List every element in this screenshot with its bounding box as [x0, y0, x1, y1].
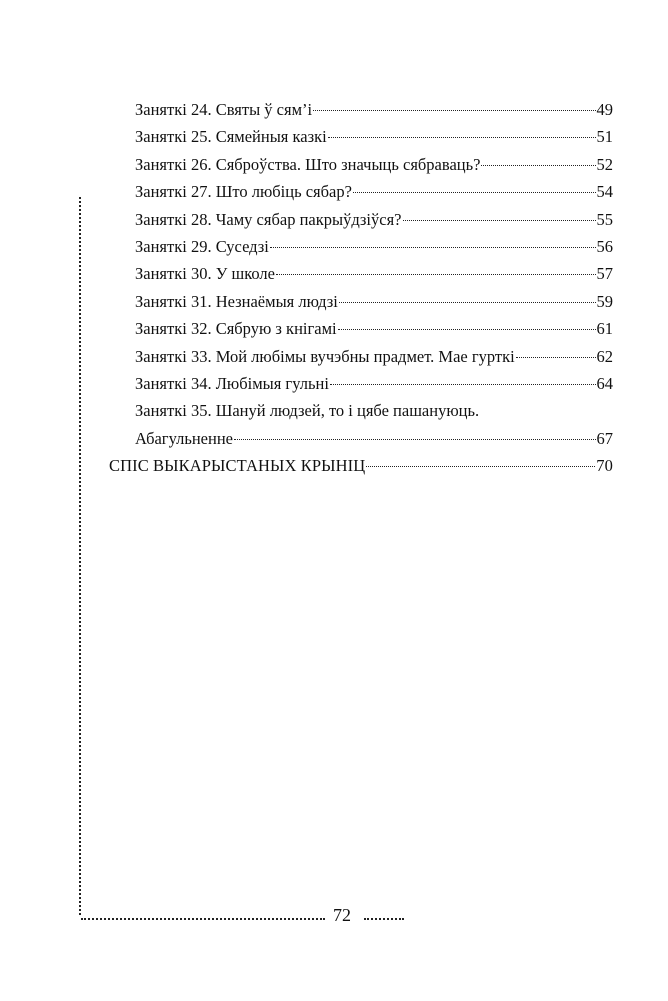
toc-entry-title: Заняткі 29. Суседзі — [135, 237, 269, 257]
toc-entry-page: 61 — [596, 319, 613, 339]
dot-leader — [276, 274, 596, 275]
dot-leader — [366, 466, 595, 467]
toc-entry-page: 55 — [596, 209, 613, 229]
footer-dotted-rule-left — [81, 918, 325, 920]
toc-entry-33 — [109, 343, 613, 370]
toc-entry-sources — [109, 452, 613, 479]
page-number: 72 — [333, 905, 351, 925]
toc-entry-32 — [109, 315, 613, 342]
dot-leader — [516, 357, 596, 358]
toc-entry-25 — [109, 123, 613, 150]
toc-entry-title: Заняткі 26. Сяброўства. Што значыць сябраваць? — [135, 154, 481, 174]
toc-entry-title: Заняткі 27. Што любіць сябар? — [135, 182, 352, 202]
toc-entry-page: 51 — [596, 127, 613, 147]
dot-leader — [328, 137, 596, 138]
toc-entry-title-line2-row — [135, 425, 613, 452]
toc-entry-page: 64 — [596, 374, 613, 394]
toc-sources-title: СПІС ВЫКАРЫСТАНЫХ КРЫНІЦ — [109, 456, 366, 476]
toc-entry-34 — [109, 370, 613, 397]
toc-entry-title: Заняткі 32. Сябрую з кнігамі — [135, 319, 337, 339]
toc-entry-title: Заняткі 24. Святы ў сям’і — [135, 100, 313, 119]
toc-entry-page: 52 — [596, 154, 613, 174]
toc-entry-24 — [109, 96, 613, 123]
dot-leader — [270, 247, 596, 248]
toc-entry-title-line2: Абагульненне — [135, 428, 233, 448]
toc-entry-page: 67 — [596, 428, 613, 448]
dot-leader — [330, 384, 596, 385]
toc-entry-title: Заняткі 34. Любімыя гульні — [135, 374, 329, 394]
toc-entry-title-line1: Заняткі 35. Шануй людзей, то і цябе пашануюць. — [135, 401, 480, 421]
toc-entry-page: 62 — [596, 346, 613, 366]
toc-entry-page: 56 — [596, 237, 613, 257]
toc-entry-29 — [109, 233, 613, 260]
toc-entry-30 — [109, 260, 613, 287]
toc-entry-title: Заняткі 31. Незнаёмыя людзі — [135, 291, 338, 311]
toc-entry-31 — [109, 288, 613, 315]
toc-entry-28 — [109, 206, 613, 233]
dot-leader — [338, 329, 596, 330]
footer-dotted-rule-right — [364, 918, 404, 920]
toc-entry-26 — [109, 151, 613, 178]
dot-leader — [313, 110, 595, 111]
toc-entry-page: 59 — [596, 291, 613, 311]
toc-entry-page: 54 — [596, 182, 613, 202]
toc-entry-title: Заняткі 28. Чаму сябар пакрыўдзіўся? — [135, 209, 402, 229]
toc-entry-page: 49 — [596, 100, 613, 119]
left-dotted-border — [79, 197, 81, 915]
toc-entry-35 — [109, 397, 613, 452]
toc-entry-title: Заняткі 33. Мой любімы вучэбны прадмет. Мае гурткі — [135, 346, 515, 366]
dot-leader — [353, 192, 596, 193]
dot-leader — [339, 302, 596, 303]
toc-sources-page: 70 — [596, 456, 613, 476]
toc-entry-title: Заняткі 25. Сямейныя казкі — [135, 127, 327, 147]
toc-entry-page: 57 — [596, 264, 613, 284]
dot-leader — [481, 165, 595, 166]
toc-entry-27 — [109, 178, 613, 205]
table-of-contents — [109, 96, 613, 480]
dot-leader — [403, 220, 596, 221]
toc-entry-title: Заняткі 30. У школе — [135, 264, 275, 284]
dot-leader — [234, 439, 596, 440]
